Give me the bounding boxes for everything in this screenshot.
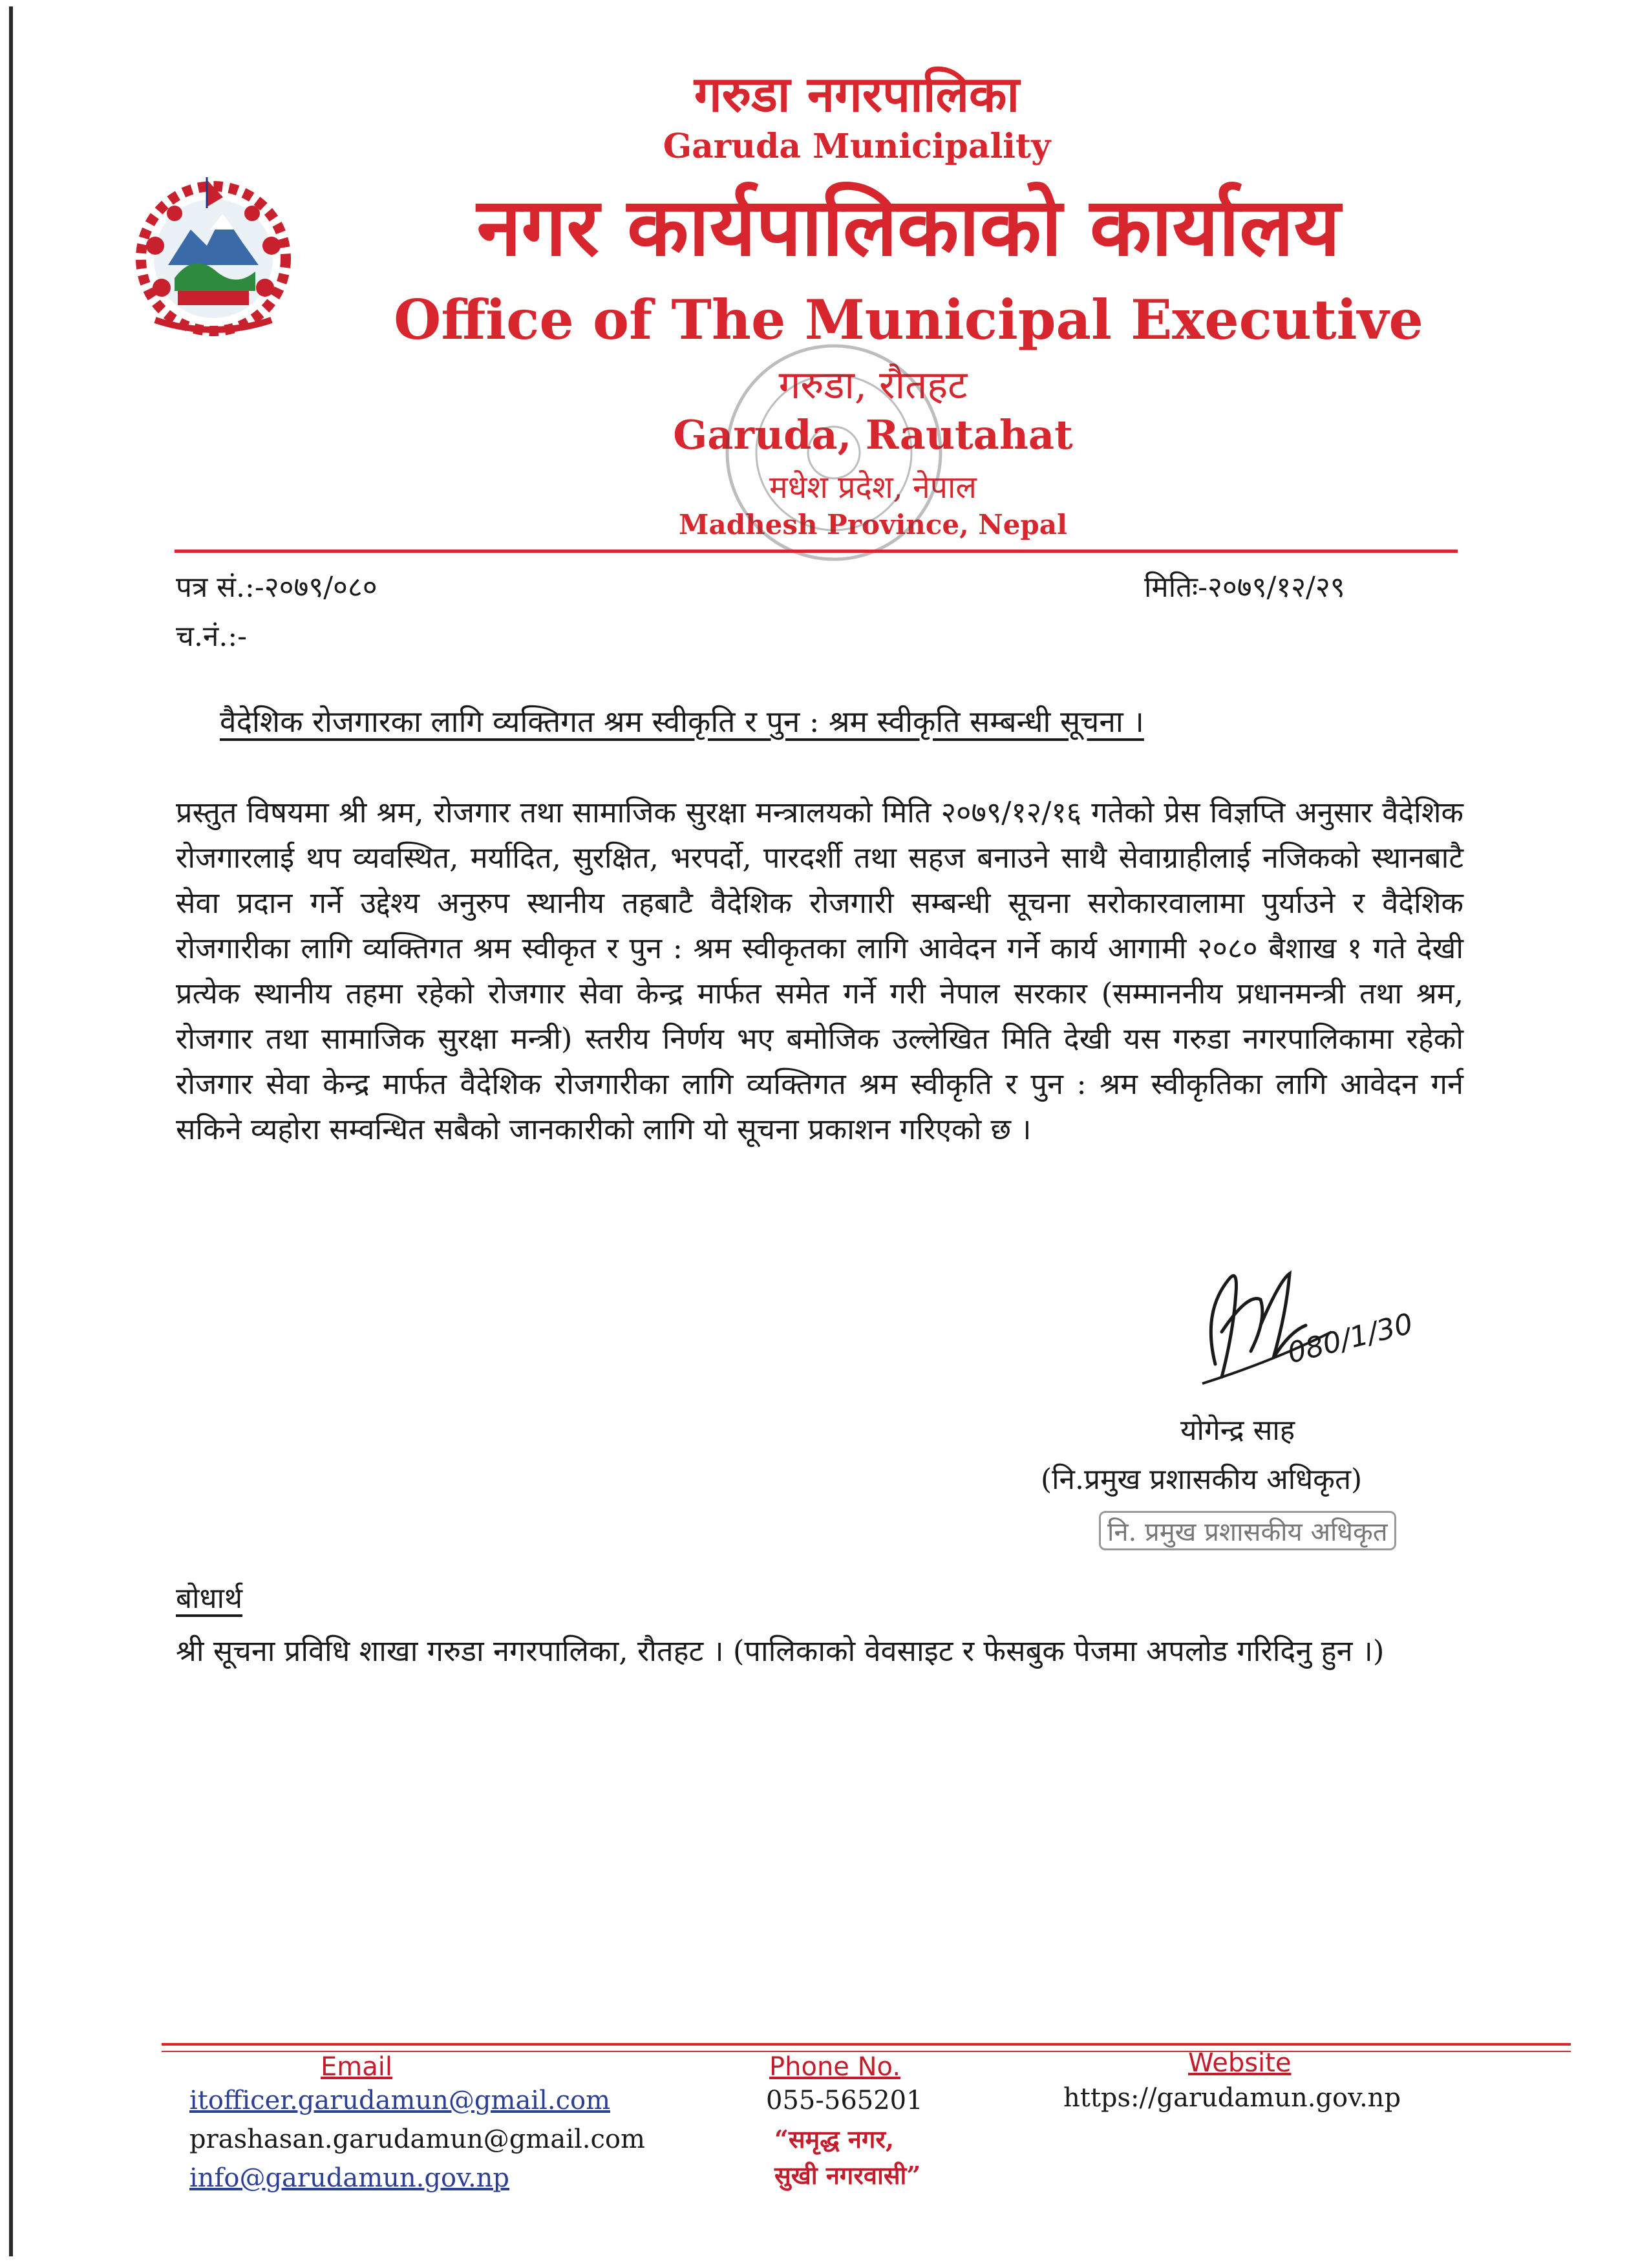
designation-stamp: नि. प्रमुख प्रशासकीय अधिकृत xyxy=(1099,1511,1396,1550)
notice-subject: वैदेशिक रोजगारका लागि व्यक्तिगत श्रम स्वीकृति र पुन : श्रम स्वीकृति सम्बन्धी सूचना । xyxy=(220,704,1144,739)
cc-label: बोधार्थ xyxy=(176,1582,243,1615)
reference-number: पत्र सं.:-२०७९/०८० xyxy=(176,571,378,604)
footer-phone[interactable]: 055-565201 xyxy=(766,2086,923,2115)
office-name-np: नगर कार्यपालिकाको कार्यालय xyxy=(476,180,1341,274)
footer-website-label: Website xyxy=(1188,2048,1292,2078)
footer-slogan-line1: “समृद्ध नगर, xyxy=(774,2124,895,2154)
footer-email-label: Email xyxy=(321,2052,392,2082)
office-name-en: Office of The Municipal Executive xyxy=(394,288,1423,352)
notice-body: प्रस्तुत विषयमा श्री श्रम, रोजगार तथा सामाजिक सुरक्षा मन्त्रालयको मिति २०७९/१२/१६ गतेको प्रेस विज्ञप्ति अनुसार वैदेशिक रोजगारलाई थप व्यवस्थित, मर्यादित, सुरक्षित, भरपर्दो, पारदर्शी तथा सहज बनाउने साथै सेवाग्राहीलाई नजिकको स्थानबाटै सेवा प्रदान गर्ने उद्देश्य अनुरुप स्थानीय तहबाटै वैदेशिक रोजगारी सम्बन्धी सूचना सरोकारवालामा पुर्याउने र वैदेशिक रोजगारीका लागि व्यक्तिगत श्रम स्वीकृत र पुन : श्रम स्वीकृतका लागि आवेदन गर्ने कार्य आगामी २०८० बैशाख १ गते देखी प्रत्येक स्थानीय तहमा रहेको रोजगार सेवा केन्द्र मार्फत समेत गर्ने गरी नेपाल सरकार (सम्माननीय प्रधानमन्त्री तथा श्रम, रोजगार तथा सामाजिक सुरक्षा मन्त्री) स्तरीय निर्णय भए बमोजिक उल्लेखित मिति देखी यस गरुडा नगरपालिकामा रहेको रोजगार सेवा केन्द्र मार्फत वैदेशिक रोजगारीका लागि व्यक्तिगत श्रम स्वीकृति र पुन : श्रम स्वीकृतिका लागि आवेदन गर्न सकिने व्यहोरा सम्वन्धित सबैको जानकारीको लागि यो सूचना प्रकाशन गरिएको छ । xyxy=(176,795,1463,1146)
footer-website[interactable]: https://garudamun.gov.np xyxy=(1063,2083,1401,2113)
footer-slogan-line2: सुखी नगरवासी” xyxy=(774,2161,921,2190)
footer-email-3[interactable]: info@garudamun.gov.np xyxy=(189,2163,510,2193)
footer-email-1[interactable]: itofficer.garudamun@gmail.com xyxy=(189,2086,611,2115)
dispatch-number: च.नं.:- xyxy=(176,620,248,653)
municipality-name-en: Garuda Municipality xyxy=(663,127,1051,166)
location-en: Garuda, Rautahat xyxy=(673,411,1073,458)
footer-divider-top xyxy=(162,2043,1571,2046)
signer-title: (नि.प्रमुख प्रशासकीय अधिकृत) xyxy=(1041,1463,1363,1496)
letter-date: मितिः-२०७९/१२/२९ xyxy=(1144,571,1345,604)
signature-date-note: 080/1/30 xyxy=(1284,1307,1416,1371)
office-seal-stamp xyxy=(718,336,950,569)
cc-recipient: श्री सूचना प्रविधि शाखा गरुडा नगरपालिका, रौतहट । (पालिकाको वेवसाइट र फेसबुक पेजमा अपलोड गरिदिनु हुन ।) xyxy=(176,1634,1385,1668)
handwritten-signature xyxy=(1176,1254,1474,1390)
municipality-name-np: गरुडा नगरपालिका xyxy=(694,65,1020,123)
signer-name: योगेन्द्र साह xyxy=(1180,1414,1295,1447)
location-np: गरुडा, रौतहट xyxy=(778,363,968,408)
province-en: Madhesh Province, Nepal xyxy=(679,509,1067,540)
province-np: मधेश प्रदेश, नेपाल xyxy=(769,469,977,506)
footer-email-2[interactable]: prashasan.garudamun@gmail.com xyxy=(189,2124,645,2154)
header-divider xyxy=(175,550,1458,553)
footer-phone-label: Phone No. xyxy=(769,2052,901,2082)
